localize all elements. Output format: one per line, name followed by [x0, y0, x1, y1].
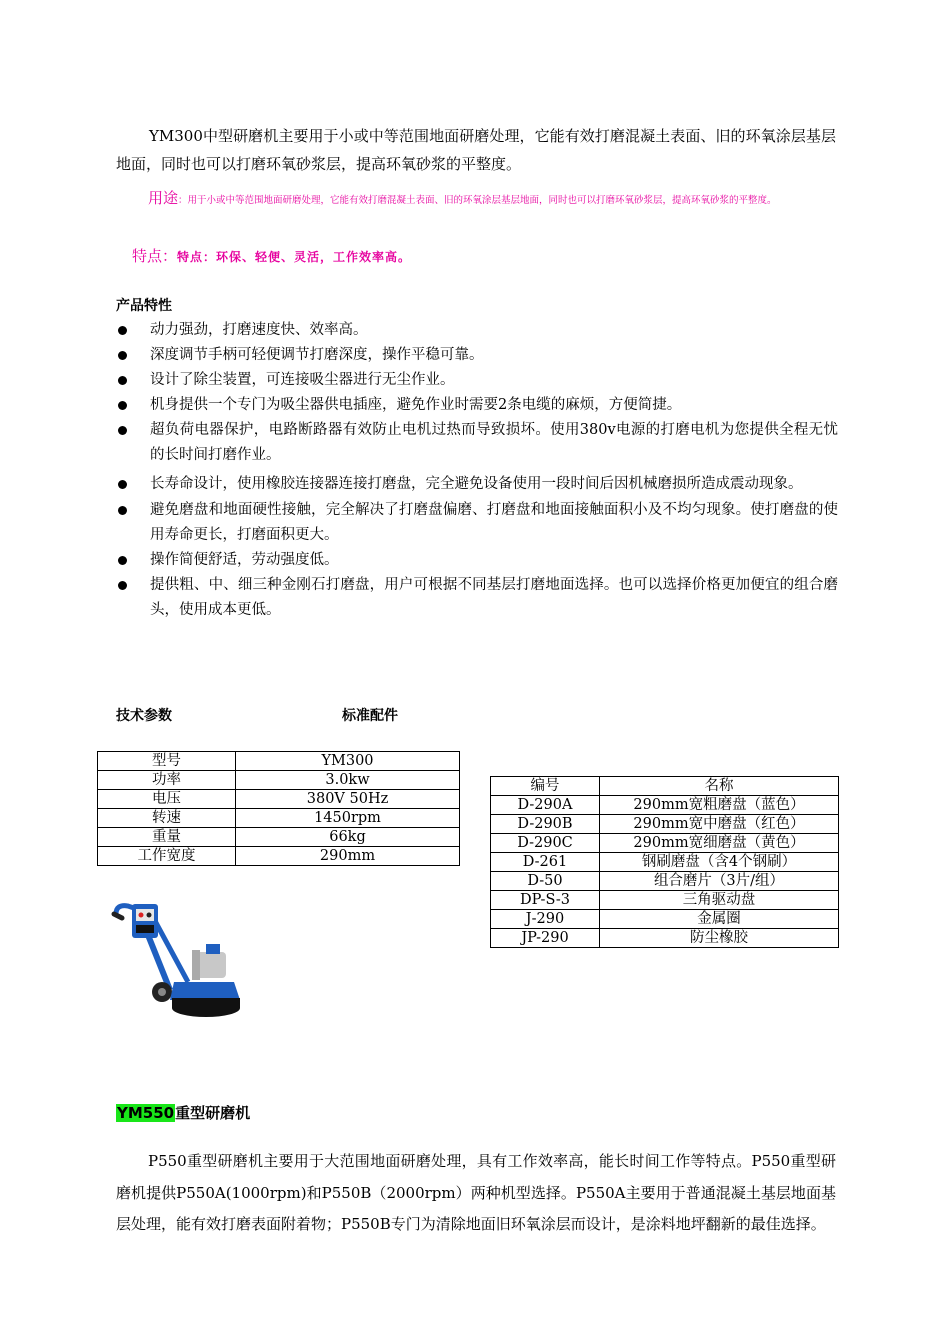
list-item: 提供粗、中、细三种金刚石打磨盘，用户可根据不同基层打磨地面选择。也可以选择价格更加便宜的组合磨头，使用成本更低。 — [116, 573, 838, 623]
list-item: 避免磨盘和地面硬性接触，完全解决了打磨盘偏磨、打磨盘和地面接触面积小及不均匀现象。使打磨盘的使用寿命更长，打磨面积更大。 — [116, 498, 838, 548]
standard-accessories-heading: 标准配件 — [342, 708, 398, 724]
table-header-cell: 编号 — [491, 777, 600, 796]
tech-params-table — [97, 751, 460, 866]
table-cell: 重量 — [98, 828, 236, 847]
table-cell: JP-290 — [491, 929, 600, 948]
ym550-title-highlight: YM550 — [117, 1104, 175, 1122]
table-cell: 电压 — [98, 790, 236, 809]
table-cell: DP-S-3 — [491, 891, 600, 910]
table-cell: D-290B — [491, 815, 600, 834]
table-cell: 组合磨片（3片/组） — [600, 872, 839, 891]
table-row — [491, 815, 839, 834]
table-cell: D-290C — [491, 834, 600, 853]
list-item: 操作简便舒适，劳动强度低。 — [116, 548, 838, 573]
table-cell: 转速 — [98, 809, 236, 828]
table-cell: 金属圈 — [600, 910, 839, 929]
table-cell: 三角驱动盘 — [600, 891, 839, 910]
table-row — [491, 891, 839, 910]
table-cell: D-50 — [491, 872, 600, 891]
table-cell: YM300 — [236, 752, 460, 771]
features-line — [132, 243, 411, 270]
table-row — [491, 929, 839, 948]
features-label: 特点： — [132, 247, 178, 265]
table-row — [491, 796, 839, 815]
table-row — [98, 828, 460, 847]
list-item: 动力强劲，打磨速度快、效率高。 — [116, 318, 838, 343]
table-cell: D-261 — [491, 853, 600, 872]
table-cell: 防尘橡胶 — [600, 929, 839, 948]
table-row — [98, 752, 460, 771]
usage-line — [116, 184, 836, 215]
list-item: 深度调节手柄可轻便调节打磨深度，操作平稳可靠。 — [116, 343, 838, 368]
tech-params-heading: 技术参数 — [116, 708, 172, 724]
list-item: 机身提供一个专门为吸尘器供电插座，避免作业时需要2条电缆的麻烦，方便简捷。 — [116, 393, 838, 418]
table-row — [491, 910, 839, 929]
table-cell: 380V 50Hz — [236, 790, 460, 809]
table-row — [491, 853, 839, 872]
ym300-intro: YM300中型研磨机主要用于小或中等范围地面研磨处理，它能有效打磨混凝土表面、旧的环氧涂层基层地面，同时也可以打磨环氧砂浆层，提高环氧砂浆的平整度。 — [116, 127, 836, 173]
features-text: 特点：环保、轻便、灵活，工作效率高。 — [177, 250, 412, 264]
table-row — [98, 847, 460, 866]
table-cell: J-290 — [491, 910, 600, 929]
table-row — [98, 790, 460, 809]
product-features-list — [116, 318, 838, 623]
table-header-row — [491, 777, 839, 796]
table-cell: 1450rpm — [236, 809, 460, 828]
table-cell: 3.0kw — [236, 771, 460, 790]
list-item: 长寿命设计，使用橡胶连接器连接打磨盘，完全避免设备使用一段时间后因机械磨损所造成震动现象。 — [116, 468, 838, 500]
table-row — [98, 771, 460, 790]
product-features-heading: 产品特性 — [116, 298, 172, 314]
table-cell: 工作宽度 — [98, 847, 236, 866]
ym550-description: P550重型研磨机主要用于大范围地面研磨处理，具有工作效率高，能长时间工作等特点。P550重型研磨机提供P550A(1000rpm)和P550B（2000rpm）两种机型选择。P550A主要用于普通混凝土基层地面基层处理，能有效打磨表面附着物；P550B专门为清除地面旧环氧涂层而设计，是涂料地坪翻新的最佳选择。 — [116, 1152, 836, 1233]
ym550-title-rest: 重型研磨机 — [175, 1104, 251, 1122]
grinder-machine-image — [110, 900, 245, 1025]
usage-label: 用途 — [148, 189, 179, 207]
table-header-cell: 名称 — [600, 777, 839, 796]
table-cell: 290mm宽粗磨盘（蓝色） — [600, 796, 839, 815]
table-cell: 型号 — [98, 752, 236, 771]
table-cell: D-290A — [491, 796, 600, 815]
usage-text: ：用于小或中等范围地面研磨处理，它能有效打磨混凝土表面、旧的环氧涂层基层地面，同时也可以打磨环氧砂浆层，提高环氧砂浆的平整度。 — [178, 195, 777, 206]
table-row — [491, 872, 839, 891]
table-cell: 钢刷磨盘（含4个钢刷） — [600, 853, 839, 872]
table-row — [491, 834, 839, 853]
accessories-table — [490, 776, 839, 948]
table-cell: 66kg — [236, 828, 460, 847]
table-cell: 290mm宽细磨盘（黄色） — [600, 834, 839, 853]
table-cell: 290mm — [236, 847, 460, 866]
ym550-title — [116, 1102, 250, 1123]
table-row — [98, 809, 460, 828]
list-item: 超负荷电器保护，电路断路器有效防止电机过热而导致损坏。使用380v电源的打磨电机为您提供全程无忧的长时间打磨作业。 — [116, 418, 838, 468]
table-cell: 功率 — [98, 771, 236, 790]
table-cell: 290mm宽中磨盘（红色） — [600, 815, 839, 834]
list-item: 设计了除尘装置，可连接吸尘器进行无尘作业。 — [116, 368, 838, 393]
